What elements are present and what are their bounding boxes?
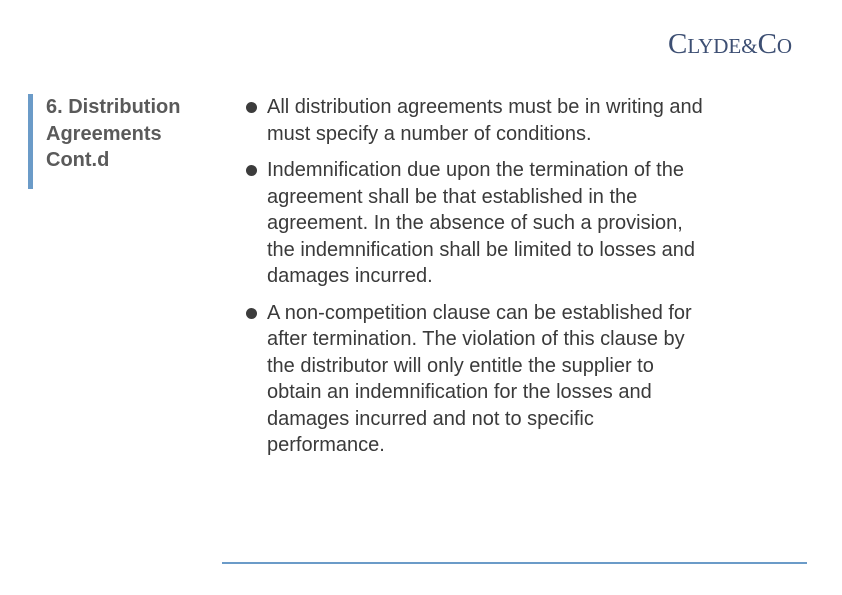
bullet-dot-icon bbox=[246, 102, 257, 113]
bullet-dot-icon bbox=[246, 308, 257, 319]
bullet-item bbox=[240, 157, 710, 290]
bullet-dot-icon bbox=[246, 165, 257, 176]
footer-divider bbox=[222, 562, 807, 564]
clyde-co-logo: CLYDE&CO bbox=[668, 28, 793, 60]
bullet-item bbox=[240, 94, 710, 147]
bullet-item bbox=[240, 300, 710, 459]
section-title: 6. Distribution Agreements Cont.d bbox=[46, 96, 181, 171]
bullet-list bbox=[240, 94, 710, 469]
section-accent-bar bbox=[28, 94, 33, 189]
bullet-text: A non-competition clause can be established for after termination. The violation of this clause by the distributor will only entitle the supplier to obtain an indemnification for the losses and damages incurred and not to specific performance. bbox=[267, 301, 692, 456]
bullet-text: All distribution agreements must be in writing and must specify a number of conditions. bbox=[267, 96, 703, 145]
bullet-text: Indemnification due upon the termination of the agreement shall be that established in the agreement. In the absence of such a provision, the indemnification shall be limited to losses and damages incurred. bbox=[267, 159, 696, 287]
